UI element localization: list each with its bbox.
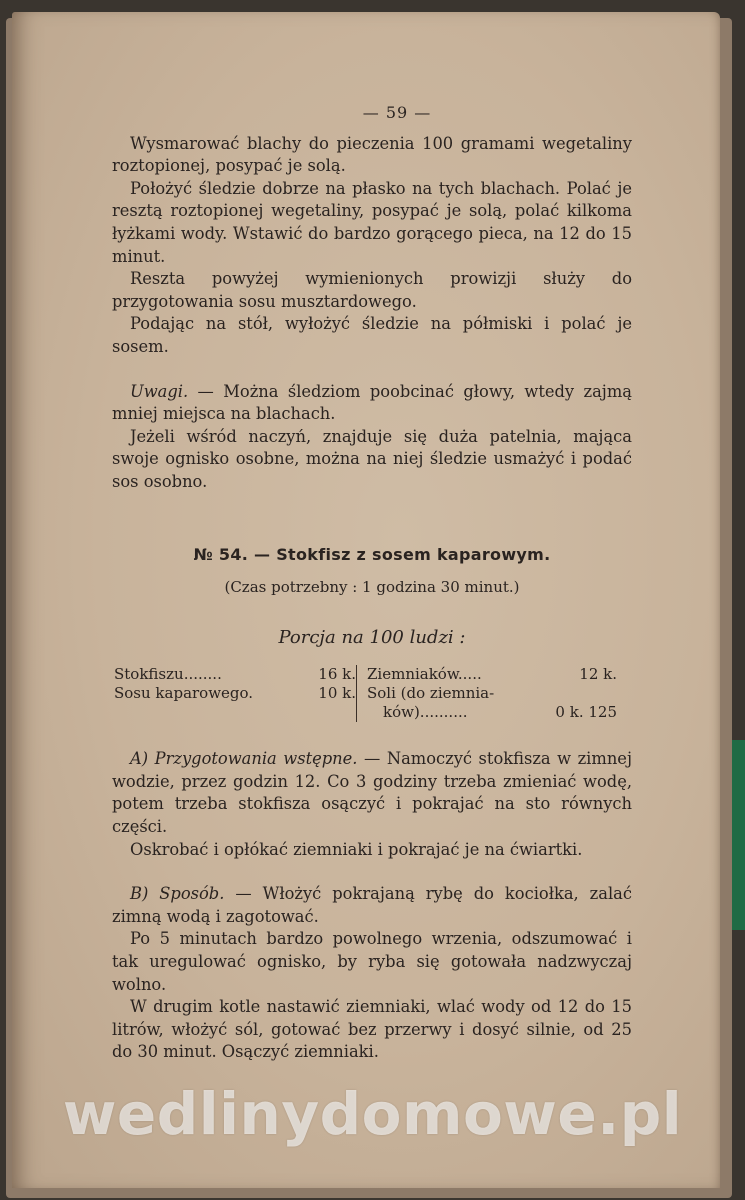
ingredients-right-column (356, 665, 617, 722)
watermark: wedlinydomowe.pl (62, 1080, 683, 1148)
notes-second: Jeżeli wśród naczyń, znajduje się duża patelnia, mająca swoje ognisko osobne, można na niej śledzie usmażyć i podać sos osobno. (112, 426, 632, 491)
ingredient-row (114, 665, 356, 684)
section-b-paragraph (112, 883, 632, 928)
ingredient-name: Soli (do ziemnia- (367, 684, 495, 703)
ingredient-qty: 16 k. (318, 665, 356, 684)
book-page (12, 12, 720, 1188)
section-a-label: A) Przygotowania wstępne. (130, 749, 358, 769)
notes-text: — Można śledziom poobcinać głowy, wtedy zajmą mniej miejsca na blachach. (112, 381, 632, 424)
notes-paragraph (112, 381, 632, 426)
ingredient-row (367, 665, 617, 684)
paragraph-4: Podając na stół, wyłożyć śledzie na półmiski i polać je sosem. (112, 314, 632, 356)
section-b-text: — Włożyć pokrajaną rybę do kociołka, zalać zimną wodą i zagotować. (112, 884, 632, 926)
paragraph-3: Reszta powyżej wymienionych prowizji służy do przygotowania sosu musztardowego. (112, 269, 632, 311)
section-a-paragraph (112, 748, 632, 838)
ingredient-qty: 0 k. 125 (555, 703, 617, 722)
section-a-text: — Namoczyć stokfisza w zimnej wodzie, przez godzin 12. Co 3 godziny trzeba zmieniać wodę, potem trzeba stokfisza osączyć i pokrajać na sto równych części. (112, 749, 632, 837)
ingredient-row (367, 703, 617, 722)
ingredients-left-column (112, 665, 356, 722)
ingredient-name: ków).......... (383, 703, 468, 722)
notes-label: Uwagi. (130, 381, 189, 401)
section-b-label: B) Sposób. (130, 884, 225, 904)
page-number: — 59 — (362, 103, 432, 122)
ingredient-row (114, 684, 356, 703)
ingredient-qty: 10 k. (318, 684, 356, 703)
ingredients-table (112, 665, 632, 722)
recipe-title (112, 544, 632, 567)
ingredient-qty: 12 k. (579, 665, 617, 684)
section-b-second: Po 5 minutach bardzo powolnego wrzenia, odszumować i tak uregulować ognisko, by ryba się gotowała nadzwyczaj wolno. (112, 929, 632, 994)
ingredient-row (367, 684, 617, 703)
recipe-name: — Stokfisz z sosem kaparowym. (248, 544, 551, 564)
recipe-time: (Czas potrzebny : 1 godzina 30 minut.) (224, 578, 520, 597)
recipe-portion: Porcja na 100 ludzi : (278, 626, 466, 648)
page-content (112, 102, 632, 1064)
ingredient-name: Sosu kaparowego. (114, 684, 254, 703)
recipe-number: № 54. (193, 544, 249, 564)
ingredient-name: Ziemniaków..... (367, 665, 482, 684)
section-b-third: W drugim kotle nastawić ziemniaki, wlać wody od 12 do 15 litrów, włożyć sól, gotować bez przerwy i dosyć silnie, od 25 do 30 minut. Osączyć ziemniaki. (112, 997, 632, 1062)
section-a-second: Oskrobać i opłókać ziemniaki i pokrajać je na ćwiartki. (130, 839, 583, 859)
paragraph-2: Położyć śledzie dobrze na płasko na tych blachach. Polać je resztą roztopionej wegetaliny, posypać je solą, polać kilkoma łyżkami wody. Wstawić do bardzo gorącego pieca, na 12 do 15 minut. (112, 178, 632, 266)
ingredient-name: Stokfiszu........ (114, 665, 222, 684)
paragraph-1: Wysmarować blachy do pieczenia 100 gramami wegetaliny roztopionej, posypać je solą. (112, 133, 632, 176)
